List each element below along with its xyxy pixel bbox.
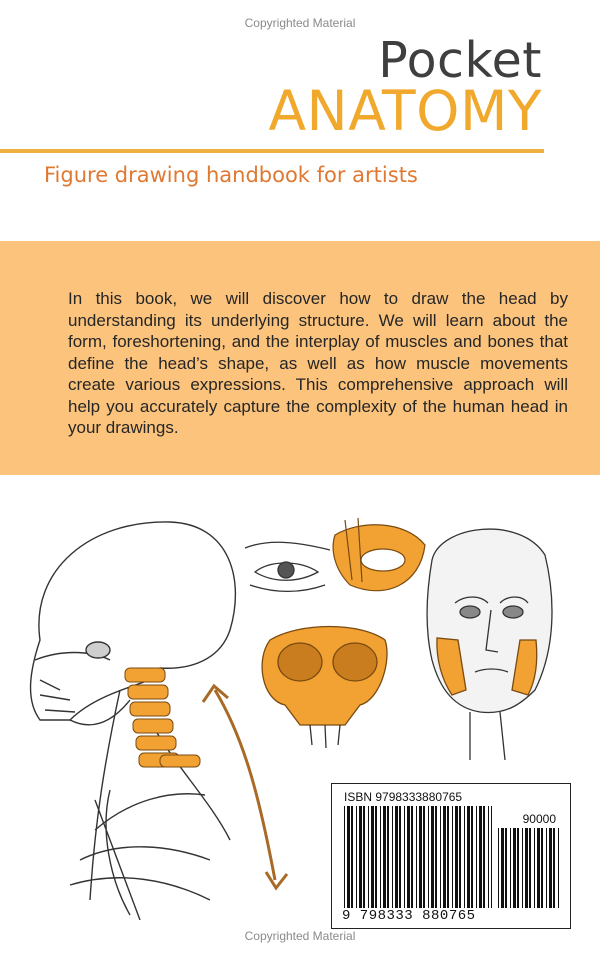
barcode-bar (351, 806, 353, 908)
barcode-bar (375, 806, 377, 908)
description-text: In this book, we will discover how to draw the head by understanding its underlying structure. We will learn about the form, foreshortening, and the interplay of muscles and bones that define the head’s shape, as well as how muscle movements create various expressions. This comprehensive approach will help you accurately capture the complexity of the human head in your drawings. (68, 289, 568, 437)
barcode-bar (534, 828, 535, 908)
barcode-bar (471, 806, 473, 908)
barcode-bar (416, 806, 417, 908)
barcode-bar (399, 806, 401, 908)
barcode-bar (428, 806, 429, 908)
copyright-watermark-bottom: Copyrighted Material (244, 929, 356, 943)
barcode-bar (359, 806, 362, 908)
barcode-bar (363, 806, 365, 908)
price-barcode-bars (498, 828, 560, 908)
barcode-bar (371, 806, 374, 908)
barcode-bar (356, 806, 357, 908)
barcode-bar (452, 806, 453, 908)
barcode-bar (517, 828, 519, 908)
barcode-digits: 9 798333 880765 (342, 908, 476, 924)
barcode-bar (395, 806, 398, 908)
barcode-bar (498, 828, 499, 908)
barcode-bar (541, 828, 543, 908)
title-anatomy: ANATOMY (268, 79, 542, 143)
copyright-watermark-top: Copyrighted Material (244, 16, 356, 30)
barcode-bar (368, 806, 369, 908)
double-arrow-icon (203, 686, 287, 888)
barcode-bar (455, 806, 458, 908)
isbn-label: ISBN 9798333880765 (344, 790, 463, 804)
barcode-bar (459, 806, 461, 908)
barcode-bar (491, 806, 492, 908)
barcode-bar (525, 828, 528, 908)
barcode-bar (553, 828, 555, 908)
barcode-bar (513, 828, 516, 908)
eye-sketch (245, 542, 330, 591)
title-pocket: Pocket (378, 32, 542, 89)
barcode-bar (419, 806, 422, 908)
title-divider (0, 149, 544, 153)
cervical-vertebrae-highlight (125, 668, 200, 767)
barcode-bar (440, 806, 441, 908)
barcode-bar (505, 828, 507, 908)
barcode-bars (344, 806, 492, 908)
barcode-bar (537, 828, 540, 908)
barcode-bar (529, 828, 531, 908)
barcode-bar (558, 828, 559, 908)
subtitle: Figure drawing handbook for artists (44, 163, 418, 187)
skull-with-spine-drawing (31, 522, 236, 920)
barcode-bar (549, 828, 552, 908)
barcode-bar (392, 806, 393, 908)
barcode-bar (467, 806, 470, 908)
barcode-bar (510, 828, 511, 908)
barcode-bar (423, 806, 425, 908)
barcode-bar (404, 806, 405, 908)
barcode-bar (479, 806, 482, 908)
barcode-bar (383, 806, 386, 908)
barcode-bar (344, 806, 345, 908)
barcode-bar (431, 806, 434, 908)
barcode-bar (546, 828, 547, 908)
barcode-box (331, 783, 571, 929)
barcode-bar (407, 806, 410, 908)
barcode-bar (380, 806, 381, 908)
barcode-bar (522, 828, 523, 908)
barcode-bar (501, 828, 504, 908)
barcode-bar (411, 806, 413, 908)
barcode-bar (435, 806, 437, 908)
barcode-bar (476, 806, 477, 908)
orbital-bone-sketch (262, 627, 387, 749)
head-muscle-sketch (427, 529, 552, 760)
barcode-bar (447, 806, 449, 908)
barcode-bar (483, 806, 485, 908)
barcode-bar (387, 806, 389, 908)
barcode-bar (464, 806, 465, 908)
price-code: 90000 (522, 812, 556, 826)
barcode-bar (443, 806, 446, 908)
barcode-bar (488, 806, 489, 908)
barcode-bar (347, 806, 350, 908)
mouth-muscle-sketch (333, 518, 425, 591)
